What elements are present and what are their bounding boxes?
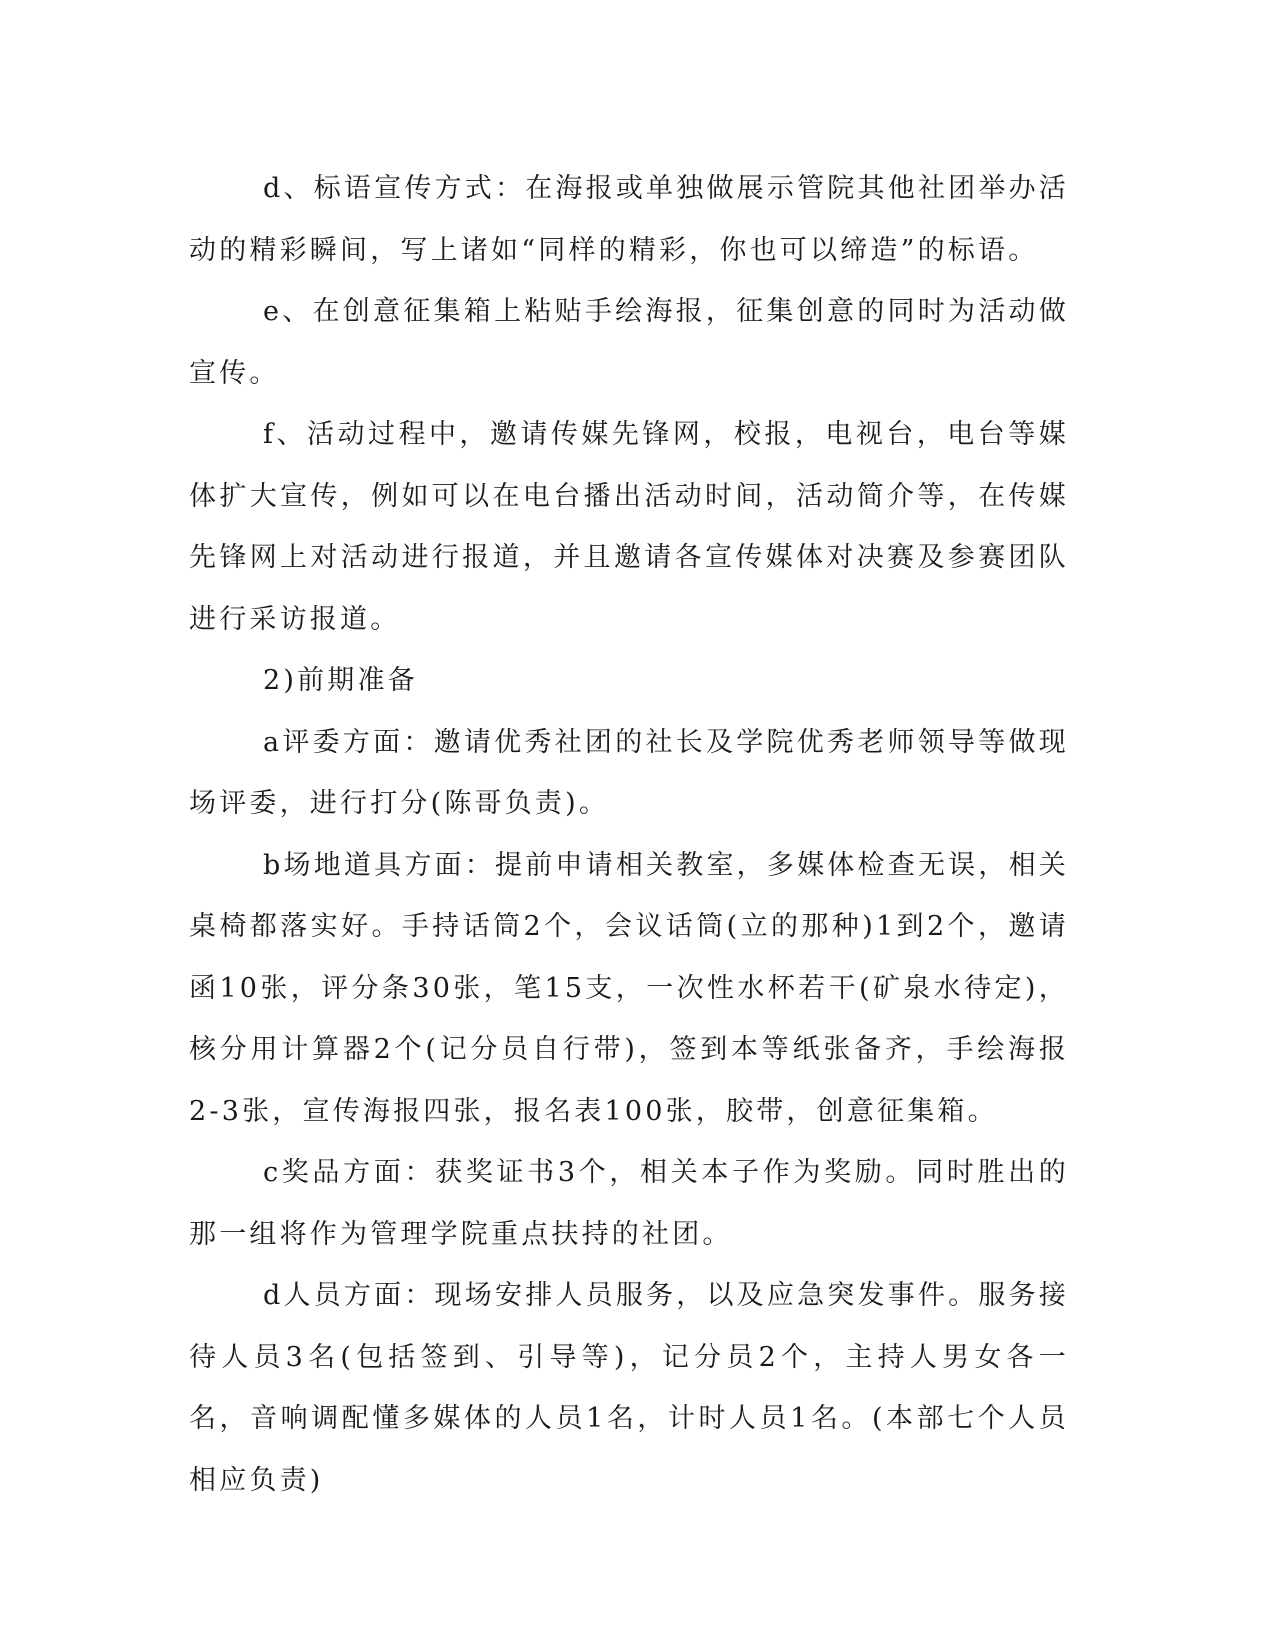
paragraph-staff: d人员方面：现场安排人员服务，以及应急突发事件。服务接待人员3名(包括签到、引导等)，记分员2个，主持人男女各一名，音响调配懂多媒体的人员1名，计时人员1名。(本部七个人员相应负责): [189, 1280, 1069, 1496]
section-heading-preparation: 2)前期准备: [263, 665, 418, 696]
paragraph-slogan-promotion: d、标语宣传方式：在海报或单独做展示管院其他社团举办活动的精彩瞬间，写上诸如“同样的精彩，你也可以缔造”的标语。: [189, 173, 1069, 266]
paragraph-prizes: c奖品方面：获奖证书3个，相关本子作为奖励。同时胜出的那一组将作为管理学院重点扶持的社团。: [189, 1157, 1069, 1250]
paragraph-media-promotion: f、活动过程中，邀请传媒先锋网，校报，电视台，电台等媒体扩大宣传，例如可以在电台播出活动时间，活动简介等，在传媒先锋网上对活动进行报道，并且邀请各宣传媒体对决赛及参赛团队进行采访报道。: [189, 419, 1069, 635]
paragraph-venue-props: b场地道具方面：提前申请相关教室，多媒体检查无误，相关桌椅都落实好。手持话筒2个，会议话筒(立的那种)1到2个，邀请函10张，评分条30张，笔15支，一次性水杯若干(矿泉水待定)，核分用计算器2个(记分员自行带)，签到本等纸张备齐，手绘海报2-3张，宣传海报四张，报名表100张，胶带，创意征集箱。: [189, 849, 1069, 1127]
paragraph-judges: a评委方面：邀请优秀社团的社长及学院优秀老师领导等做现场评委，进行打分(陈哥负责)。: [189, 726, 1069, 819]
document-body: [189, 158, 1069, 1511]
paragraph-idea-collection-box: e、在创意征集箱上粘贴手绘海报，征集创意的同时为活动做宣传。: [189, 296, 1069, 389]
